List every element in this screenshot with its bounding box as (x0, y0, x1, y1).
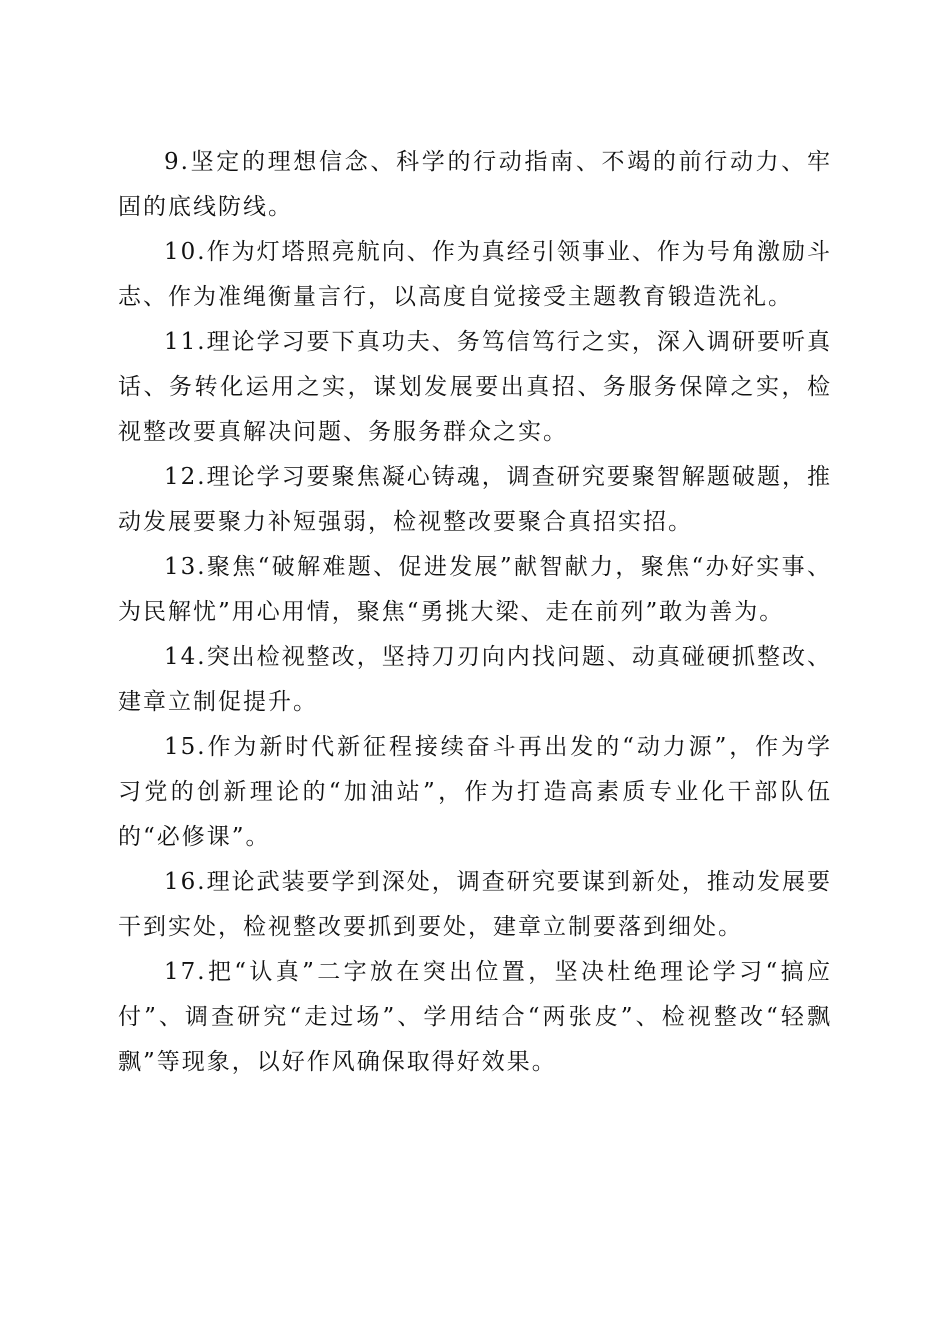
paragraph-item-11: 11.理论学习要下真功夫、务笃信笃行之实，深入调研要听真话、务转化运用之实，谋划发展要出真招、务服务保障之实，检视整改要真解决问题、务服务群众之实。 (118, 329, 832, 445)
paragraph-item-14: 14.突出检视整改，坚持刀刃向内找问题、动真碰硬抓整改、建章立制促提升。 (118, 644, 832, 715)
paragraph-item-9: 9.坚定的理想信念、科学的行动指南、不竭的前行动力、牢固的底线防线。 (118, 149, 832, 220)
paragraph-item-10: 10.作为灯塔照亮航向、作为真经引领事业、作为号角激励斗志、作为准绳衡量言行，以高度自觉接受主题教育锻造洗礼。 (118, 239, 832, 310)
document-body (118, 140, 832, 1085)
paragraph-item-17: 17.把“认真”二字放在突出位置，坚决杜绝理论学习“搞应付”、调查研究“走过场”、学用结合“两张皮”、检视整改“轻飘飘”等现象，以好作风确保取得好效果。 (118, 959, 832, 1075)
paragraph-item-13: 13.聚焦“破解难题、促进发展”献智献力，聚焦“办好实事、为民解忧”用心用情，聚焦“勇挑大梁、走在前列”敢为善为。 (118, 554, 832, 625)
paragraph-item-15: 15.作为新时代新征程接续奋斗再出发的“动力源”，作为学习党的创新理论的“加油站”，作为打造高素质专业化干部队伍的“必修课”。 (118, 734, 832, 850)
paragraph-item-16: 16.理论武装要学到深处，调查研究要谋到新处，推动发展要干到实处，检视整改要抓到要处，建章立制要落到细处。 (118, 869, 832, 940)
paragraph-item-12: 12.理论学习要聚焦凝心铸魂，调查研究要聚智解题破题，推动发展要聚力补短强弱，检视整改要聚合真招实招。 (118, 464, 832, 535)
